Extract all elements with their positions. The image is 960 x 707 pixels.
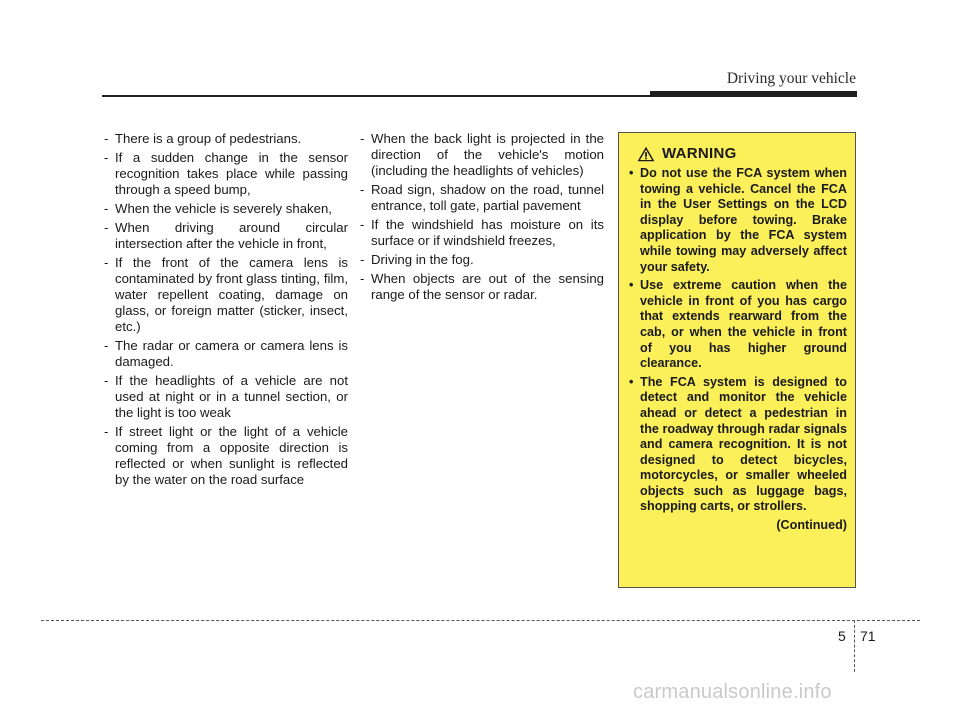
watermark: carmanualsonline.info: [633, 681, 832, 703]
list-item: - When the back light is projected in the direction of the vehicle's motion (including the headlights of vehicles): [360, 131, 604, 179]
header-rule-thick: [650, 91, 857, 97]
list-item: - When the vehicle is severely shaken,: [104, 201, 348, 217]
list-item: - Driving in the fog.: [360, 252, 604, 268]
footer-rule: [41, 620, 920, 621]
middle-condition-list: [360, 131, 604, 303]
warning-item: • The FCA system is designed to detect and monitor the vehicle ahead or detect a pedestrian in the roadway through radar signals and camera recognition. It is not designed to detect bicycles, motorcycles, or smaller wheeled objects such as luggage bags, shopping carts, or strollers.: [627, 375, 847, 515]
page-number-divider: [854, 620, 855, 672]
list-item: - If a sudden change in the sensor recognition takes place while passing through a speed bump,: [104, 150, 348, 198]
warning-title: WARNING: [662, 145, 737, 162]
middle-column: [360, 131, 604, 306]
left-column: [104, 131, 348, 491]
list-item: - The radar or camera or camera lens is damaged.: [104, 338, 348, 370]
section-title: Driving your vehicle: [726, 70, 856, 87]
warning-item: • Do not use the FCA system when towing a vehicle. Cancel the FCA in the User Settings on the LCD display before towing. Brake application by the FCA system while towing may adversely affect your safety.: [627, 166, 847, 275]
warning-triangle-icon: [637, 146, 655, 162]
list-item: - If the headlights of a vehicle are not used at night or in a tunnel section, or the light is too weak: [104, 373, 348, 421]
list-item: - If street light or the light of a vehicle coming from a opposite direction is reflected or when sunlight is reflected by the water on the road surface: [104, 424, 348, 488]
chapter-number: 5: [838, 628, 846, 644]
page-number: 71: [860, 628, 876, 644]
list-item: - When driving around circular intersection after the vehicle in front,: [104, 220, 348, 252]
list-item: - There is a group of pedestrians.: [104, 131, 348, 147]
left-condition-list: [104, 131, 348, 488]
list-item: - If the windshield has moisture on its surface or if windshield freezes,: [360, 217, 604, 249]
warning-header: [637, 145, 847, 162]
warning-box: [618, 132, 856, 588]
list-item: - When objects are out of the sensing range of the sensor or radar.: [360, 271, 604, 303]
list-item: - If the front of the camera lens is contaminated by front glass tinting, film, water repellent coating, damage on glass, or foreign matter (sticker, insect, etc.): [104, 255, 348, 335]
warning-list: [627, 166, 847, 515]
continued-label: (Continued): [776, 518, 847, 533]
warning-item: • Use extreme caution when the vehicle in front of you has cargo that extends rearward from the cab, or when the vehicle in front of you has higher ground clearance.: [627, 278, 847, 372]
list-item: - Road sign, shadow on the road, tunnel entrance, toll gate, partial pavement: [360, 182, 604, 214]
header-rule-thin: [102, 95, 650, 97]
